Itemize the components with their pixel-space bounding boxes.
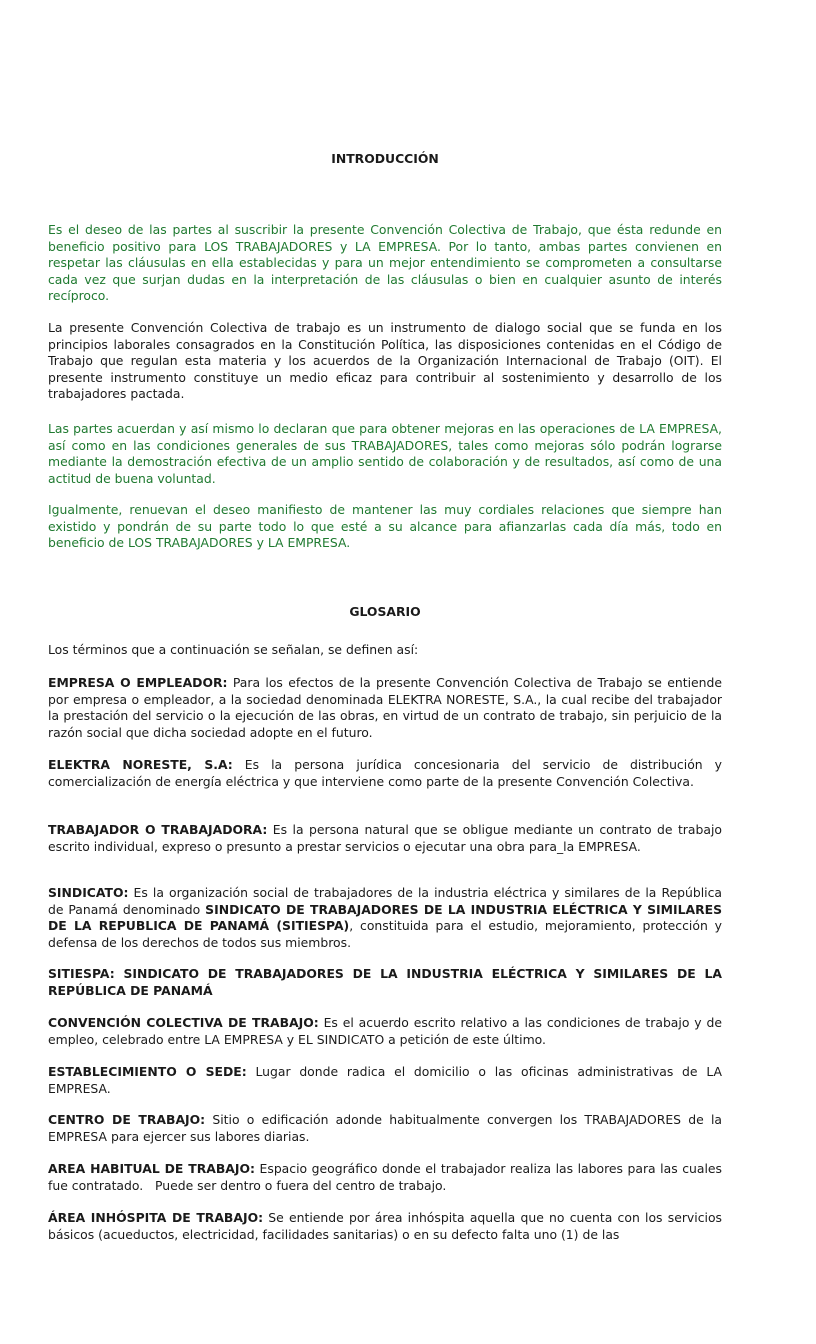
definition-text: Es el acuerdo escrito relativo a las condiciones de trabajo y de empleo, celebrado entre LA EMPRESA y EL SINDICATO a petición de este último. (48, 1015, 722, 1047)
definition-term: SINDICATO: (48, 885, 129, 900)
definition-centro (48, 1112, 722, 1145)
definition-term: TRABAJADOR O TRABAJADORA: (48, 822, 268, 837)
definition-sitiespa: SITIESPA: SINDICATO DE TRABAJADORES DE LA INDUSTRIA ELÉCTRICA Y SIMILARES DE LA REPÚBLICA DE PANAMÁ (48, 966, 722, 998)
definition-text: Espacio geográfico donde el trabajador realiza las labores para las cuales fue contratado. Puede ser dentro o fuera del centro de trabajo. (48, 1161, 726, 1193)
definition-text: Sitio o edificación adonde habitualmente convergen los TRABAJADORES de la EMPRESA para ejercer sus labores diarias. (48, 1112, 722, 1144)
definition-term: ELEKTRA NORESTE, S.A: (48, 757, 233, 772)
intro-paragraph-4: Igualmente, renuevan el deseo manifiesto de mantener las muy cordiales relaciones que siempre han existido y pondrán de su parte todo lo que esté a su alcance para afianzarlas cada día más, todo en beneficio de LOS TRABAJADORES y LA EMPRESA. (48, 502, 722, 551)
definition-term: EMPRESA O EMPLEADOR: (48, 675, 228, 690)
definition-text: Es la persona natural que se obligue mediante un contrato de trabajo escrito individual, expreso o presunto a prestar servicios o ejecutar una obra para_la EMPRESA. (48, 822, 722, 854)
definition-elektra (48, 757, 722, 790)
intro-paragraph-2: La presente Convención Colectiva de trabajo es un instrumento de dialogo social que se funda en los principios laborales consagrados en la Constitución Política, las disposiciones contenidas en el Código de Trabajo que regulan esta materia y los acuerdos de la Organización Internacional de Trabajo (OIT). El presente instrumento constituye un medio eficaz para contribuir al sostenimiento y desarrollo de los trabajadores pactada. (48, 320, 722, 402)
definition-text: , constituida para el estudio, mejoramiento, protección y defensa de los derechos de todos sus miembros. (48, 918, 722, 950)
definition-establecimiento (48, 1064, 722, 1097)
definition-text: Para los efectos de la presente Convención Colectiva de Trabajo se entiende por empresa o empleador, a la sociedad denominada ELEKTRA NORESTE, S.A., la cual recibe del trabajador la prestación del servicio o la ejecución de las obras, en virtud de un contrato de trabajo, sin perjuicio de la razón social que dicha sociedad adopte en el futuro. (48, 675, 722, 740)
intro-heading: INTRODUCCIÓN (331, 151, 439, 166)
glossary-lead: Los términos que a continuación se señalan, se definen así: (48, 642, 419, 657)
sindicato-name: SINDICATO DE TRABAJADORES DE LA INDUSTRIA ELÉCTRICA Y SIMILARES DE LA REPUBLICA DE PANAMÁ (SITIESPA) (48, 901, 723, 934)
definition-sindicato (48, 885, 722, 951)
definition-term: CENTRO DE TRABAJO: (48, 1112, 206, 1127)
intro-paragraph-3: Las partes acuerdan y así mismo lo declaran que para obtener mejoras en las operaciones de LA EMPRESA, así como en las condiciones generales de sus TRABAJADORES, tales como mejoras sólo podrán lograrse mediante la demostración efectiva de un amplio sentido de colaboración y de resultados, así como de una actitud de buena voluntad. (48, 421, 722, 486)
definition-area-habitual (48, 1161, 726, 1194)
definition-empresa (48, 675, 722, 741)
definition-area-inhospita (48, 1210, 722, 1243)
definition-convencion (48, 1015, 722, 1048)
definition-term: CONVENCIÓN COLECTIVA DE TRABAJO: (48, 1015, 319, 1030)
definition-trabajador (48, 822, 722, 855)
definition-term: AREA HABITUAL DE TRABAJO: (48, 1161, 255, 1176)
definition-text: Lugar donde radica el domicilio o las oficinas administrativas de LA EMPRESA. (48, 1064, 722, 1096)
definition-term: ÁREA INHÓSPITA DE TRABAJO: (48, 1210, 264, 1225)
definition-term: ESTABLECIMIENTO O SEDE: (48, 1064, 247, 1079)
definition-text: Es la organización social de trabajadores de la industria eléctrica y similares de la República de Panamá denominado (48, 885, 722, 917)
glossary-heading: GLOSARIO (349, 604, 421, 619)
intro-paragraph-1: Es el deseo de las partes al suscribir la presente Convención Colectiva de Trabajo, que ésta redunde en beneficio positivo para LOS TRABAJADORES y LA EMPRESA. Por lo tanto, ambas partes convienen en respetar las cláusulas en ella establecidas y para un mejor entendimiento se comprometen a consultarse cada vez que surjan dudas en la interpretación de las cláusulas o bien en cualquier asunto de interés recíproco. (48, 222, 722, 304)
definition-text: Se entiende por área inhóspita aquella que no cuenta con los servicios básicos (acueductos, electricidad, facilidades sanitarias) o en su defecto falta uno (1) de las (48, 1210, 722, 1242)
definition-text: Es la persona jurídica concesionaria del servicio de distribución y comercialización de energía eléctrica y que interviene como parte de la presente Convención Colectiva. (48, 757, 723, 789)
